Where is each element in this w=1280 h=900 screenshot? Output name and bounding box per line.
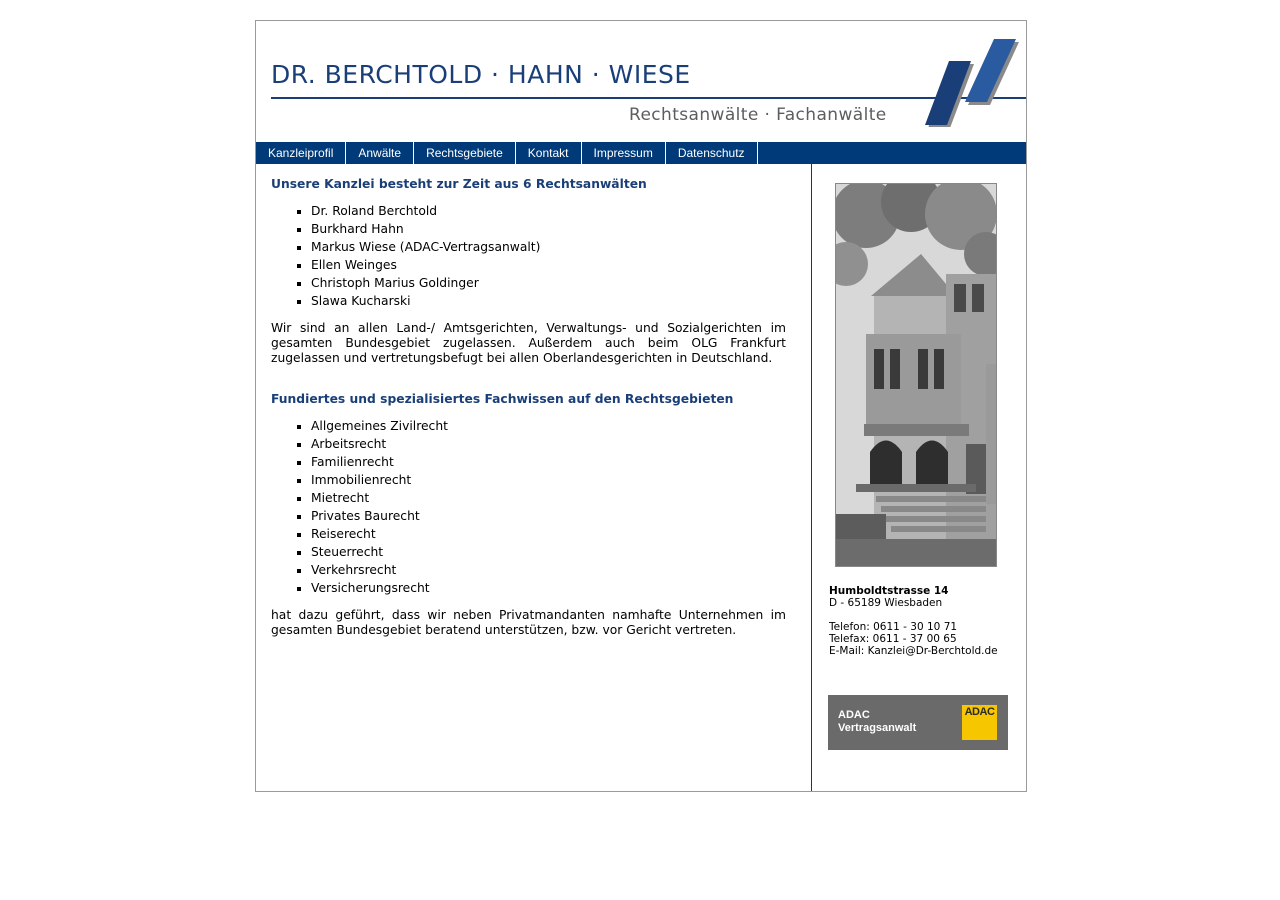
practice-area-list-item: ▪ Arbeitsrecht — [311, 435, 786, 453]
header — [256, 21, 1026, 142]
lawyer-list-item: ▪ Slawa Kucharski — [311, 292, 786, 310]
nav-item-datenschutz[interactable]: Datenschutz — [666, 142, 758, 164]
building-photo — [835, 183, 997, 567]
practice-area-list-item: ▪ Allgemeines Zivilrecht — [311, 417, 786, 435]
paragraph-clients: hat dazu geführt, dass wir neben Privatmandanten namhafte Unternehmen im gesamten Bundesgebiet beratend unterstützen, bzw. vor Gericht vertreten. — [271, 608, 786, 637]
nav-item-rechtsgebiete[interactable]: Rechtsgebiete — [414, 142, 516, 164]
practice-area-list-item: ▪ Versicherungsrecht — [311, 579, 786, 597]
nav-item-impressum[interactable]: Impressum — [582, 142, 666, 164]
practice-area-list-item: ▪ Steuerrecht — [311, 543, 786, 561]
phone-number: Telefon: 0611 - 30 10 71 — [829, 621, 958, 633]
practice-area-list-item: ▪ Verkehrsrecht — [311, 561, 786, 579]
practice-area-list-item: ▪ Reiserecht — [311, 525, 786, 543]
page-frame — [255, 20, 1027, 792]
nav-item-kontakt[interactable]: Kontakt — [516, 142, 582, 164]
nav-list — [256, 142, 1026, 164]
main-nav — [256, 142, 1026, 164]
practice-area-list-item: ▪ Immobilienrecht — [311, 471, 786, 489]
logo-subtitle: Rechtsanwälte · Fachanwälte — [629, 105, 887, 125]
adac-badge-line-2: Vertragsanwalt — [838, 722, 917, 734]
practice-area-list-item: ▪ Privates Baurecht — [311, 507, 786, 525]
practice-area-list — [271, 417, 786, 597]
fax-number: Telefax: 0611 - 37 00 65 — [829, 633, 957, 645]
lawyer-list-item: ▪ Ellen Weinges — [311, 256, 786, 274]
main-content — [256, 164, 812, 791]
adac-logo-icon: ADAC — [962, 705, 997, 740]
practice-area-list-item: ▪ Mietrecht — [311, 489, 786, 507]
email-address[interactable]: E-Mail: Kanzlei@Dr-Berchtold.de — [829, 645, 998, 657]
adac-badge[interactable] — [828, 695, 1008, 750]
lawyer-list-item: ▪ Dr. Roland Berchtold — [311, 202, 786, 220]
logo-rule — [271, 97, 1026, 99]
heading-lawyers: Unsere Kanzlei besteht zur Zeit aus 6 Rechtsanwälten — [271, 177, 647, 191]
lawyer-list — [271, 202, 786, 310]
adac-badge-text — [838, 709, 916, 735]
practice-area-list-item: ▪ Familienrecht — [311, 453, 786, 471]
address-city: D - 65189 Wiesbaden — [829, 597, 943, 609]
lawyer-list-item: ▪ Burkhard Hahn — [311, 220, 786, 238]
nav-item-anw-lte[interactable]: Anwälte — [346, 142, 414, 164]
nav-item-kanzleiprofil[interactable]: Kanzleiprofil — [256, 142, 346, 164]
logo-slash-mark — [922, 37, 1022, 127]
logo-title: DR. BERCHTOLD · HAHN · WIESE — [271, 60, 691, 89]
address-street: Humboldtstrasse 14 — [829, 585, 949, 597]
content-column — [271, 176, 786, 638]
heading-practice-areas: Fundiertes und spezialisiertes Fachwissen auf den Rechtsgebieten — [271, 392, 734, 406]
lawyer-list-item: ▪ Christoph Marius Goldinger — [311, 274, 786, 292]
contact-block — [829, 585, 998, 657]
adac-badge-line-1: ADAC — [838, 709, 870, 721]
sidebar — [812, 164, 1026, 791]
lawyer-list-item: ▪ Markus Wiese (ADAC-Vertragsanwalt) — [311, 238, 786, 256]
paragraph-courts: Wir sind an allen Land-/ Amtsgerichten, Verwaltungs- und Sozialgerichten im gesamten Bundesgebiet zugelassen. Außerdem auch beim OLG Frankfurt zugelassen und vertretungsbefugt bei allen Oberlandesgerichten in Deutschland. — [271, 321, 786, 365]
